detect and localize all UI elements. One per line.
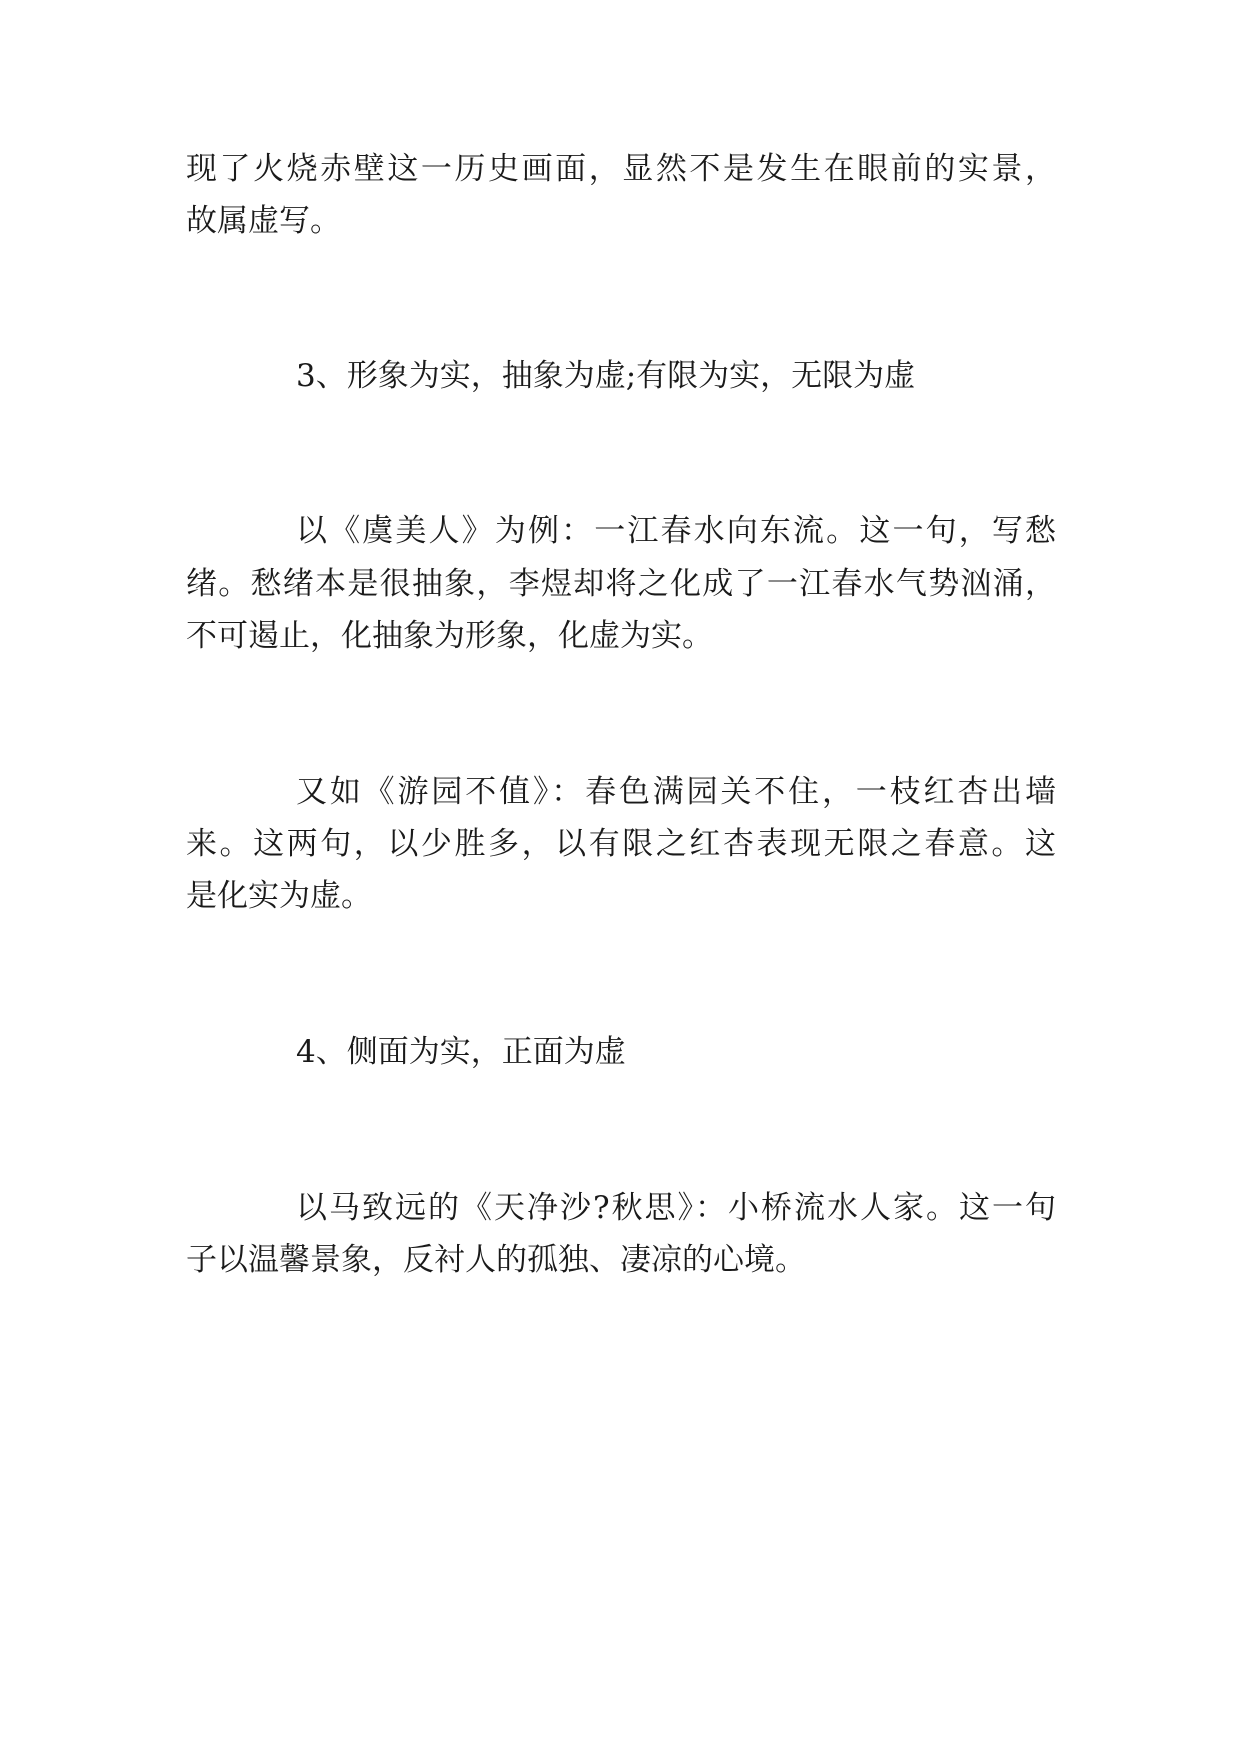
paragraph-line: 是化实为虚。 (186, 878, 372, 914)
paragraph-line: 现了火烧赤壁这一历史画面，显然不是发生在眼前的实景， (186, 151, 1056, 187)
paragraph-line: 不可遏止，化抽象为形象，化虚为实。 (186, 618, 713, 654)
paragraph-line: 子以温馨景象，反衬人的孤独、凄凉的心境。 (186, 1242, 806, 1278)
section-heading-3: 3、形象为实，抽象为虚;有限为实，无限为虚 (296, 358, 916, 394)
paragraph-line: 以马致远的《天净沙?秋思》：小桥流水人家。这一句 (296, 1190, 1056, 1226)
paragraph-line: 来。这两句，以少胜多，以有限之红杏表现无限之春意。这 (186, 826, 1056, 862)
paragraph-line: 以《虞美人》为例：一江春水向东流。这一句，写愁 (296, 513, 1056, 549)
paragraph-line: 绪。愁绪本是很抽象，李煜却将之化成了一江春水气势汹涌， (186, 566, 1056, 602)
section-heading-4: 4、侧面为实，正面为虚 (296, 1034, 626, 1070)
paragraph-line: 又如《游园不值》：春色满园关不住，一枝红杏出墙 (296, 774, 1056, 810)
paragraph-line: 故属虚写。 (186, 203, 341, 239)
